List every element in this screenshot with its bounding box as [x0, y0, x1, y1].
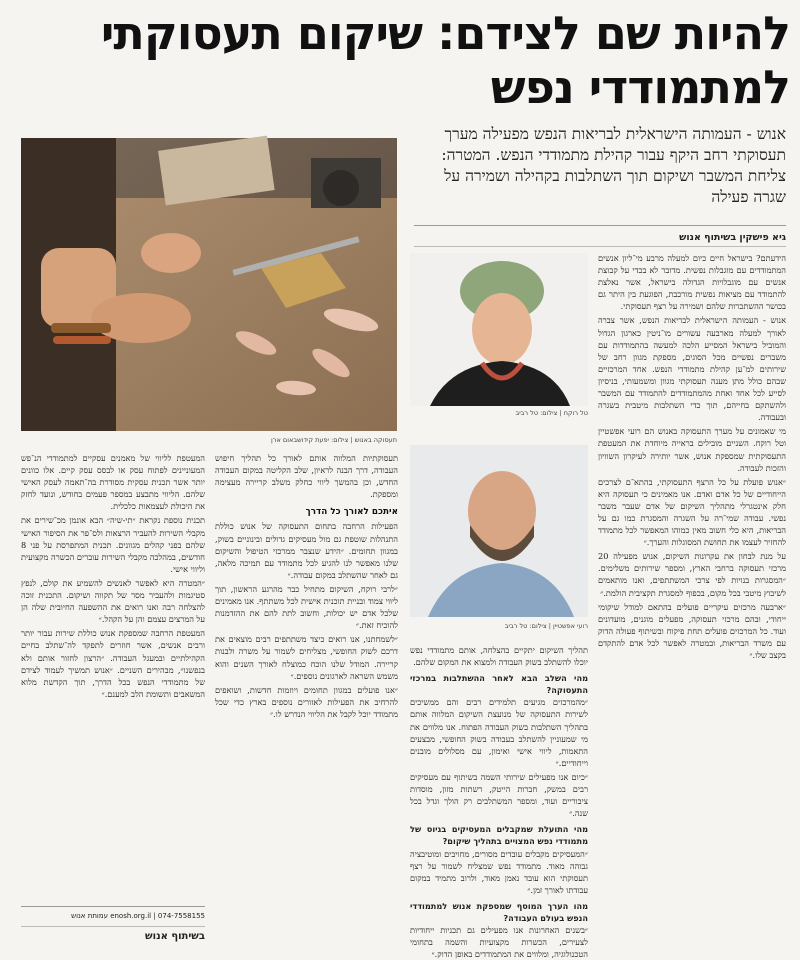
col1-paragraph-5: על מנת לבחון את עקרונות השיקום, אנוש מפעילה 20 מרכזי תעסוקה ברחבי הארץ, ומספר שירותים משלימים. ״המסגרות בנויות לפי צרכי המשתתפים, ואנו מותאמים לשיבוץ מיטבי בכל מקום, בכפוף למסגרת תקציבית הולמת.״: [598, 551, 786, 598]
col1-paragraph-2: אנוש - העמותה הישראלית לבריאות הנפש, אשר צברה לאורך למעלה מארבעה עשורים מו־ניטין כארגון הגדול והמוביל בישראל המסייע הלכה למעשה בהתמודדות עם משברים נפשיים מכל הסוגים, מספקת מגוון רחב של שירותים למ־ען קהילת מתמודדי הנפש. אחד המרכזיים שבהם כולל מתן מענה תעסוקתי מגוון ומשמעותי, בניסיון לסייע לכל אחד ואחת מהמתמודדים להתמודד עם המשבר ולהשתקם בחייהם, תוך כדי השתלבות מיטבית בשגרה ובעבודה.: [598, 315, 786, 423]
article-column-4: [21, 452, 205, 902]
footer-divider-2: [21, 926, 205, 927]
col3-paragraph-1: תעסוקתיות המלווה אותם לאורך כל תהליך חיפוש העבודה, דרך הבנה לראיון, שלב הקליטה במקום העבודה החדש, וכן בהמשך ליווי כחלק משלב קריירה מעצימה ומספקת.: [215, 453, 398, 500]
portrait-woman-caption: טל רוקח | צילום: טל רביב: [515, 409, 588, 417]
article-column-3: [215, 452, 398, 942]
col2-question-2: מהי התועלת שמקבלים המעסיקים בגיוס של מתמודדי נפש המצויים בתהליך שיקום?: [410, 824, 588, 847]
headline: [10, 6, 790, 114]
col1-paragraph-4: ״אנוש פועלת על כל הרצף התעסוקתי, בהתא־ם לצרכים הייחודיים של כל אדם ואדם. אנו מאמינים כי תעסוקה היא חלק אינטגרלי מתהליך השיקום של אדם שעבר משבר נפשי. עבודה שמי־רה על השגרה והמסגרת כמו גם על הבריאות, היא כלי חשוב מאין כמוהו המאפשר לכל מתמודד להחזיר לעצמו את תחושת המסוגלות והערך.״: [598, 476, 786, 548]
col1-paragraph-3: מי שאמונים על מערך התעסוקה באנוש הם רועי אפשטיין וטל רוקח. השניים מובילים בראייה מיוחדת את המעטפת התעסוקתית שמספקת אנוש, אשר יותירה לעיקרון השוויון והזכות לעבודה.: [598, 426, 786, 473]
col3-paragraph-5: ״אנו פועלים במגוון תחומים ויוזמות חדשות, ושואפים להרחיב את הפעילות לאזורים נוספים בארץ כדי שכל מתמודד יוכל לקבל את הליווי הנדרש לו.״: [215, 684, 398, 719]
col4-paragraph-1: המעטפת לליווי של מאמנים עסקיים למתמודדי הנ־פש המעוניינים לפתוח עסק או לבסס עסק קיים. אלו כוונים יותר אשר תכנית עסקית מסודרת בה־תאמה לעסק האישי שלהם. הליווי מתבצע במספר פעמים בחודש, ונועד לחזק את היכולת לעצמאות כלכלית.: [21, 453, 205, 512]
col2-question-3: מהו הערך המוסף שמספקת אנוש למתמודדי הנפש בעולם העבודה?: [410, 900, 588, 923]
col3-paragraph-4: ״לשמחתנו, אנו רואים כיצד משתתפים רבים מוצאים את דרכם לשוק החופשי, מצליחים לשמור על משרה ולבנות קריירה. המודל שלנו הוכח כמוצלח לאורך השנים והוא משמש השראה לארגונים נוספים.״: [215, 634, 398, 681]
col1-paragraph-6: ״ארבעה מרכזים עיקריים פועלים בהתאם למודל שיקומי ייחודי, ובהם מרכזי תעסוקה, מפעלים מוגנים, מועדונים ועוד. כל המרכזים פועלים תחת פיקוח ובשיתוף פעולה הדוק עם משרד הבריאות, ובמטרה לאפשר לכל אדם להתקדם בקצב שלו.״: [598, 601, 786, 660]
portrait-woman-photo: [410, 253, 588, 406]
portrait-man-photo: [410, 445, 588, 617]
col3-paragraph-3: ״לרבי רוקח, השיקום מתחיל כבר מהרגע הראשון, תוך ליווי צמוד ובניית תוכנית אישית לכל משתתף. אנו מאמינים שלכל אדם יש יכולות, וחשוב לתת להם את ההזדמנות להוכיח זאת.״: [215, 583, 398, 631]
byline-divider: [414, 225, 786, 226]
workshop-photo-caption: תעסוקה באנוש | צילום: יפעת קידושבאום ארן: [271, 436, 397, 444]
headline-line-2: למתמודדי נפש: [490, 60, 790, 114]
headline-line-1: להיות שם לצידם: שיקום תעסוקתי: [100, 6, 790, 60]
col2-paragraph-5: ״בשנים האחרונות אנו מפעילים גם תכניות ייחודיות לצעירים, הכשרות מקצועיות והשמה בתחומי הטכנולוגיה, ומלווים את המתמודדים באופן הדוק.״: [410, 925, 588, 960]
article-column-2: [410, 644, 588, 960]
col2-paragraph-1: תהליך השיקום יתקיים בהצלחה, אותם מתמודדי נפש יוכלו להשתלב בשוק העבודה ולמצוא את המקום שלהם.: [410, 645, 588, 668]
portrait-man-caption: רועי אפשטיין | צילום: טל רביב: [504, 622, 588, 630]
footer-contact: enosh.org.il | 074-7558155 עמותת אנוש: [71, 912, 205, 920]
col2-question-1: מהי השלב הבא לאחר ההשתלבות במרכזי התעסוקה?: [410, 673, 588, 696]
col4-paragraph-3: ״המטרה היא לאפשר לאנשים להשמיע את קולם, לנפץ סטיגמות ולהעביר מסר של תקווה ושיקום. התכנית זוכה להצלחה רבה ואנו רואים את ההשפעה החיובית שלה הן על המרצים עצמם והן על הקהל.״: [21, 577, 205, 625]
col3-subheading: איתכם לאורך כל הדרך: [305, 507, 398, 518]
jewelry-workshop-image: [21, 138, 397, 431]
col2-paragraph-2: ״מהמרכזים מגיעים תלמידים רבים והם ממשיכים לשירות התעסוקה של מנועצת השיקום המלווה אותם בתהליך השתלבות בשוק העבודה הפתוח. אנו מלווים את מי שמעוניין להשתלב בעבודה בשוק החופשי, מבצעים התאמות, ליווי אישי ואימון, עם מסלולים מובנים וייחודיים.״: [410, 697, 588, 768]
woman-portrait-image: [410, 253, 588, 406]
col1-paragraph-1: הידעתם? בישראל חיים כיום למעלה מרבע מי־ליון אנשים המתמודדים עם מוגבלות נפשית. מדובר לא בכדי על קבוצת אנשים עם מוגבלויות הגדולה בישראל, אשר נאלצת להתמודד עם מציאות נפשית מורכבת, הפוגעת בין היתר גם בכושר ההשתכרות שלהם ושמירה על רצף תעסוקתי.: [598, 253, 786, 312]
footer-brand: בשיתוף אנוש: [145, 931, 205, 942]
workshop-photo: [21, 138, 397, 431]
col2-paragraph-4: ״המעסיקים מקבלים עובדים מסורים, מחויבים ומוטיבציה גבוהה מאוד. מתמודד נפש שמצליח לשמור על רצף תעסוקתי הוא עובד נאמן מאוד, ולרוב מתמיד במקום עבודתו לאורך זמן.״: [410, 848, 588, 895]
byline-underline: [414, 246, 786, 247]
footer-divider: [21, 906, 205, 907]
col3-paragraph-2: הפעילות הרחבה בתחום התעסוקה של אנוש כוללת התנהלות שוטפת גם מול מעסיקים גדולים ובינוניים בשוק, במגוון תחומים. ״הידע שנצבר ממרכזי הטיפול והשיקום שלנו מאפשר לנו להגיע לכל מתמודד עם תמיכה מלאה, גם לאחר שהשתלב במקום עבודה.״: [215, 521, 398, 580]
man-portrait-image: [410, 445, 588, 617]
col2-paragraph-3: ״כיום אנו מפעילים שירותי השמה בשיתוף עם מעסיקים רבים במשק, חברות הייטק, רשתות מזון, מוסדות ציבוריים ועוד, ומספר המשתלבים רק הולך וגדל בכל שנה.״: [410, 771, 588, 819]
col4-paragraph-4: המעטפת הרחבה שמספקת אנוש כוללת שירות עבור יותר ורבים אנשים, אשר חוזרים לתפקד לה־שתלב בחיים הקהילתיים ובמעגל העבודה. ״הרצון לחזור אותם ולא בנפשנו״, מבהירים השניים. ״אנוש תמשיך לעמוד לצידם של מתמודדי הנפש בכל הדרך, תוך הקדשת מלוא המשאבים ותשומת הלב למענם.״: [21, 628, 205, 699]
col4-paragraph-2: תכנית נוספת נקראת ״תי-שיה״ הבא אונמן מכ־שירים את מקבלי השירות להעביר הרצאות ולס־פר את הסיפור האישי שלהם בפני קהלים מגוונים. תכנית המתפרסת על פני 8 חודשים, במהלכה מקבלי השירות עוברים הכשרה מקצועית וליווי אישי.: [21, 515, 205, 574]
article-column-1: [598, 252, 786, 942]
byline: גיא פישקין בשיתוף אנוש: [679, 232, 786, 243]
lede-paragraph: אנוש - העמותה הישראלית לבריאות הנפש מפעילה מערך תעסוקתי רחב היקף עבור קהילת מתמודדי הנפש. המטרה: צליחת המשבר ושיקום תוך השתלבות בקהילה ושמירה על שגרה פעילה: [441, 125, 786, 206]
